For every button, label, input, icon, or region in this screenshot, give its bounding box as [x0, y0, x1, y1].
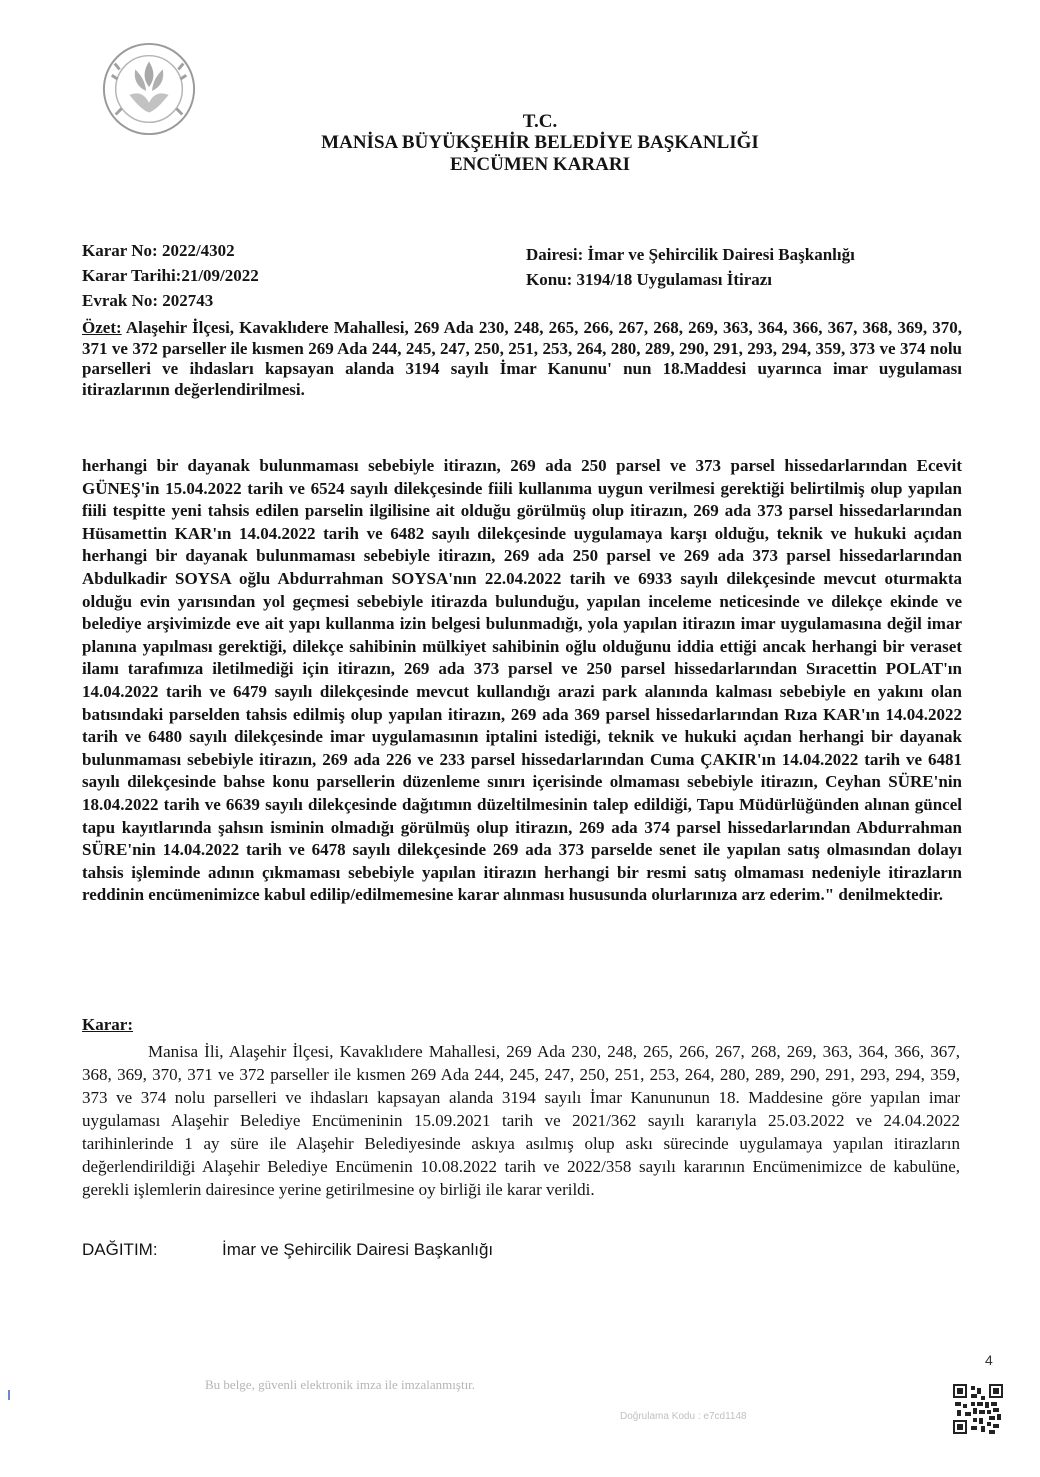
verification-code: [620, 1410, 747, 1423]
esign-note: Bu belge, güvenli elektronik imza ile imzalanmıştır.: [205, 1377, 476, 1392]
distribution-label: DAĞITIM:: [82, 1240, 158, 1259]
header-tc: T.C.: [522, 111, 558, 132]
page-number: 4: [985, 1352, 993, 1368]
meta-right-block: [526, 242, 855, 292]
summary-text: Alaşehir İlçesi, Kavaklıdere Mahallesi, 269 Ada 230, 248, 265, 266, 267, 268, 269, 363, 364, 366, 367, 368, 369, 370, 371 ve 372 parseller ile kısmen 269 Ada 244, 245, 247, 250, 251, 253, 264, 280, 289, 290, 291, 293, 294, 359, 373 ve 374 nolu parselleri ve ihdasları kapsayan alanda 3194 sayılı İmar Kanunu' nun 18.Maddesi uyarınca imar uygulaması itirazlarının değerlendirilmesi.: [82, 318, 962, 399]
decision-text: Manisa İli, Alaşehir İlçesi, Kavaklıdere Mahallesi, 269 Ada 230, 248, 265, 266, 267, 268, 269, 363, 364, 366, 367, 368, 369, 370, 371 ve 372 parseller ile kısmen 269 Ada 244, 245, 247, 250, 251, 253, 264, 280, 289, 290, 291, 293, 294, 359, 373 ve 374 nolu parselleri ve ihdasları kapsayan alanda 3194 sayılı İmar Kanununun 18. Maddesine göre yapılan imar uygulaması Alaşehir Belediye Encümeninin 15.09.2021 tarih ve 2021/362 sayılı kararıyla 25.03.2022 ve 24.04.2022 tarihinlerinde 1 ay süre ile Alaşehir Belediyesinde askıya asılmış olup askı sürecinde uygulamaya yapılan itirazların değerlendirildiği Alaşehir Belediye Encümenin 10.08.2022 tarih ve 2022/358 sayılı kararının Encümenimizce de kabulüne, gerekli işlemlerin dairesince yerine getirilmesine oy birliği ile karar verildi.: [82, 1042, 960, 1199]
margin-mark: [8, 1390, 10, 1400]
konu: Konu: 3194/18 Uygulaması İtirazı: [526, 270, 773, 289]
header-organization: MANİSA BÜYÜKŞEHİR BELEDİYE BAŞKANLIĞI: [321, 132, 759, 153]
karar-no: Karar No: 2022/4302: [82, 241, 235, 260]
distribution: [82, 1240, 494, 1260]
karar-tarihi: Karar Tarihi:21/09/2022: [82, 266, 259, 285]
body-paragraph: herhangi bir dayanak bulunmaması sebebiyle itirazın, 269 ada 250 parsel ve 373 parsel hissedarlarından Ecevit GÜNEŞ'in 15.04.2022 tarih ve 6524 sayılı dilekçesinde fiili kullanıma uygun verilmesi gerektiği belirtilmiş olup yapılan fiili tespitte yeni tahsis edilen parselin ilgilisine ait olduğu görülmüş olup itirazın, 269 ada 373 parsel hissedarlarından Hüsamettin KAR'ın 14.04.2022 tarih ve 6482 sayılı dilekçesinde uygulamaya karşı olduğu, teknik ve hukuki açıdan herhangi bir dayanak bulunmaması sebebiyle itirazın, 269 ada 250 parsel ve 269 ada 373 parsel hissedarlarından Abdulkadir SOYSA oğlu Abdurrahman SOYSA'nın 22.04.2022 tarih ve 6933 sayılı dilekçesinde mevcut oturmakta olduğu evin yarısından yol geçmesi sebebiyle itirazda bulunduğu, yapılan inceleme neticesinde ve dilekçe ekinde ve belediye arşivimizde eve ait yapı kullanma izin belgesi bulunmadığı, yola yapılan itirazın imar uygulamasına değil imar planına yapılması gerektiği, dilekçe sahibinin mülkiyet sahibinin oğlu olduğunu iddia ettiği ancak herhangi bir veraset ilamı tarafımıza iletilmediği için itirazın, 269 ada 373 parsel ve 250 parsel hissedarlarından Sıracettin POLAT'ın 14.04.2022 tarih ve 6479 sayılı dilekçesinde mevcut kullandığı arazi park alanında kalması sebebiyle en yakını olan batısındaki parselden tahsis edilmiş olup yapılan itirazın, 269 ada 369 parsel hissedarlarından Rıza KAR'ın 14.04.2022 tarih ve 6480 sayılı dilekçesinde imar uygulamasının iptalini istediği, teknik ve hukuki açıdan herhangi bir dayanak bulunmaması sebebiyle itirazın, 269 ada 226 ve 233 parsel hissedarlarından Cuma ÇAKIR'ın 14.04.2022 tarih ve 6481 sayılı dilekçesinde bahse konu parsellerin düzenleme sınırı içerisinde olmaması sebebiyle itirazın, Ceyhan SÜRE'nin 18.04.2022 tarih ve 6639 sayılı dilekçesinde dağıtımın düzeltilmesinin talep edildiği, Tapu Müdürlüğünden alınan güncel tapu kayıtlarında şahsın isminin olmadığı görülmüş olup itirazın, 269 ada 374 parsel hissedarlarından Abdurrahman SÜRE'nin 14.04.2022 tarih ve 6478 sayılı dilekçesinde 269 ada 373 parselde senet ile yapılan satış olmasından dolayı tahsis işleminde adının çıkmaması sebebiyle yapılan itirazın herhangi bir resmi satış olmaması nedeniyle itirazların reddinin encümenimizce kabul edilip/edilmemesine karar alınması hususunda olurlarınıza arz ederim." denilmektedir.: [82, 456, 962, 905]
qr-code-icon: [953, 1384, 1003, 1434]
meta-left-block: [82, 238, 259, 313]
summary-label: Özet:: [82, 318, 122, 337]
document-header: [0, 112, 1040, 176]
distribution-value: İmar ve Şehircilik Dairesi Başkanlığı: [222, 1240, 494, 1259]
dairesi: Dairesi: İmar ve Şehircilik Dairesi Başkanlığı: [526, 245, 855, 264]
evrak-no: Evrak No: 202743: [82, 291, 214, 310]
header-document-type: ENCÜMEN KARARI: [450, 154, 630, 175]
verification-line-1: Doğrulama Kodu : e7cd1148: [620, 1411, 747, 1422]
summary-paragraph: [82, 318, 962, 400]
decision-label: Karar:: [82, 1015, 133, 1034]
